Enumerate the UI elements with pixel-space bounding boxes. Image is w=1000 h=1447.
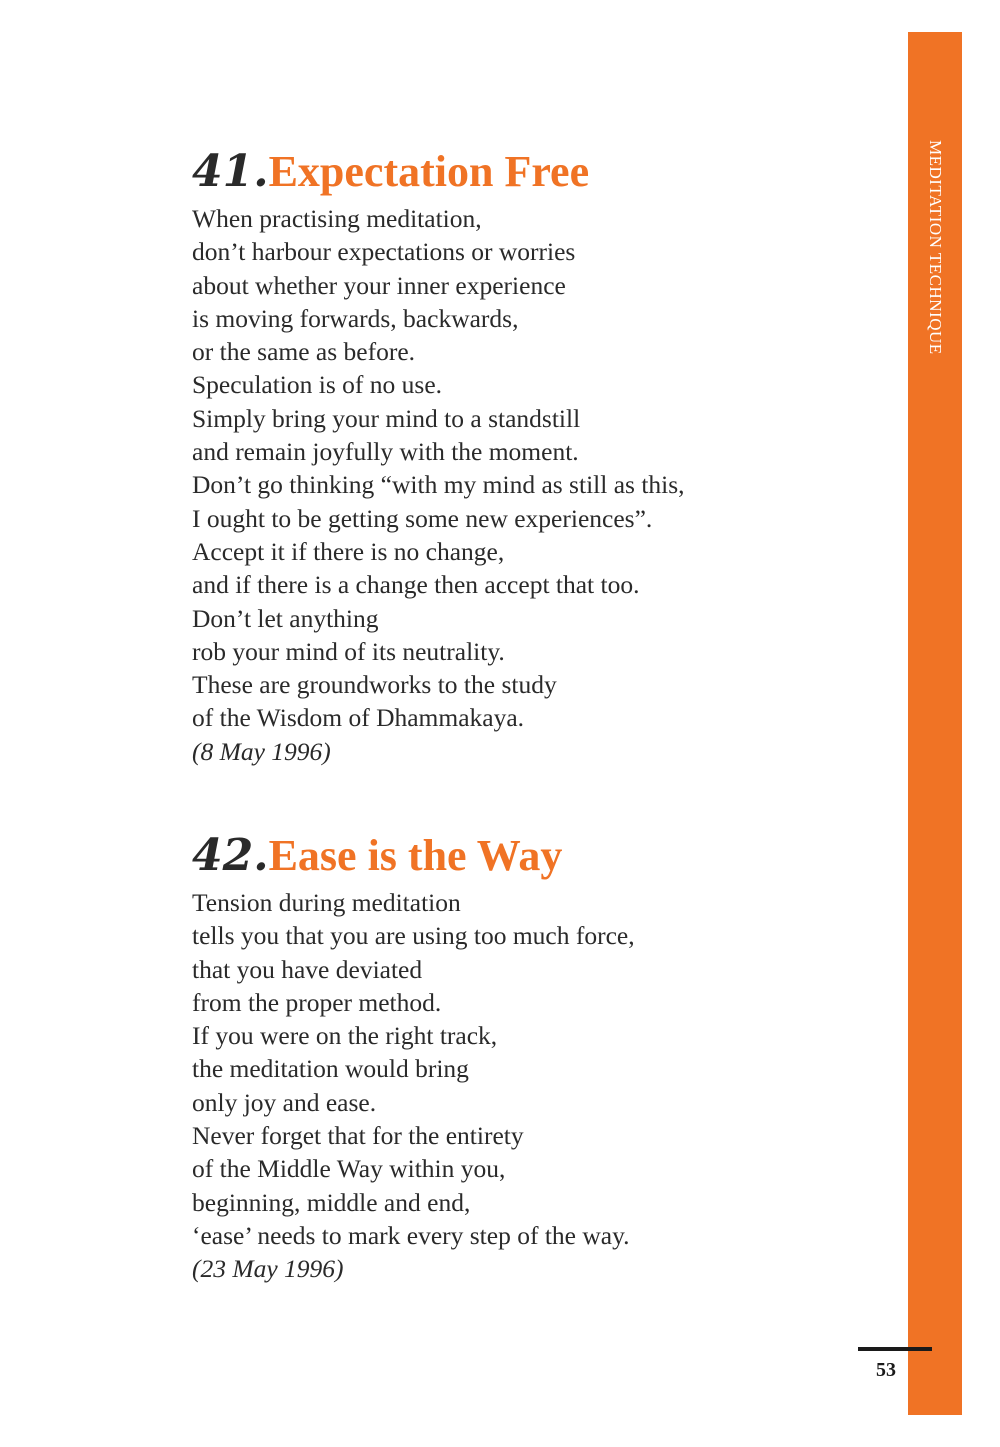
poem-line: tells you that you are using too much force,: [192, 921, 635, 951]
poem-line: rob your mind of its neutrality.: [192, 636, 505, 666]
section-date: (23 May 1996): [192, 1254, 344, 1284]
section-date: (8 May 1996): [192, 736, 331, 766]
poem-line: Speculation is of no use.: [192, 370, 443, 400]
poem-line: Tension during meditation: [192, 888, 461, 917]
poem-line: that you have deviated: [192, 954, 423, 984]
poem-line: of the Middle Way within you,: [192, 1154, 506, 1184]
section-number: 41.: [192, 146, 269, 197]
poem-line: only joy and ease.: [192, 1087, 377, 1117]
poem-line: and remain joyfully with the moment.: [192, 437, 579, 467]
poem-line: the meditation would bring: [192, 1054, 469, 1084]
poem-line: is moving forwards, backwards,: [192, 303, 519, 333]
poem-line: Never forget that for the entirety: [192, 1121, 524, 1151]
section-number: 42.: [192, 830, 269, 881]
poem-line: beginning, middle and end,: [192, 1187, 471, 1217]
poem-line: don’t harbour expectations or worries: [192, 237, 576, 267]
poem-line: of the Wisdom of Dhammakaya.: [192, 703, 525, 733]
poem-lines: [192, 202, 842, 735]
poem-line: These are groundworks to the study: [192, 670, 557, 700]
section-heading: [192, 146, 842, 197]
poem-line: Don’t let anything: [192, 603, 379, 633]
sidebar-chapter-label: MEDITATION TECHNIQUE: [926, 140, 945, 355]
poem-line: from the proper method.: [192, 987, 442, 1017]
poem-line: ‘ease’ needs to mark every step of the way.: [192, 1220, 630, 1250]
section-title: Expectation Free: [268, 147, 590, 196]
poem-line: If you were on the right track,: [192, 1021, 498, 1051]
poem-line: and if there is a change then accept that too.: [192, 570, 640, 600]
poem-lines: [192, 886, 842, 1252]
poem-line: or the same as before.: [192, 337, 416, 367]
poem-line: Don’t go thinking “with my mind as still as this,: [192, 470, 685, 500]
poem-line: about whether your inner experience: [192, 270, 566, 300]
poem-line: Accept it if there is no change,: [192, 536, 505, 566]
page-number-rule: [858, 1347, 932, 1351]
page-number: 53: [876, 1359, 896, 1381]
section-title: Ease is the Way: [268, 831, 563, 880]
section-42: [192, 830, 842, 1286]
section-41: [192, 146, 842, 768]
poem-line: Simply bring your mind to a standstill: [192, 403, 581, 433]
poem-line: When practising meditation,: [192, 204, 482, 233]
section-heading: [192, 830, 842, 881]
poem-line: I ought to be getting some new experiences”.: [192, 503, 653, 533]
